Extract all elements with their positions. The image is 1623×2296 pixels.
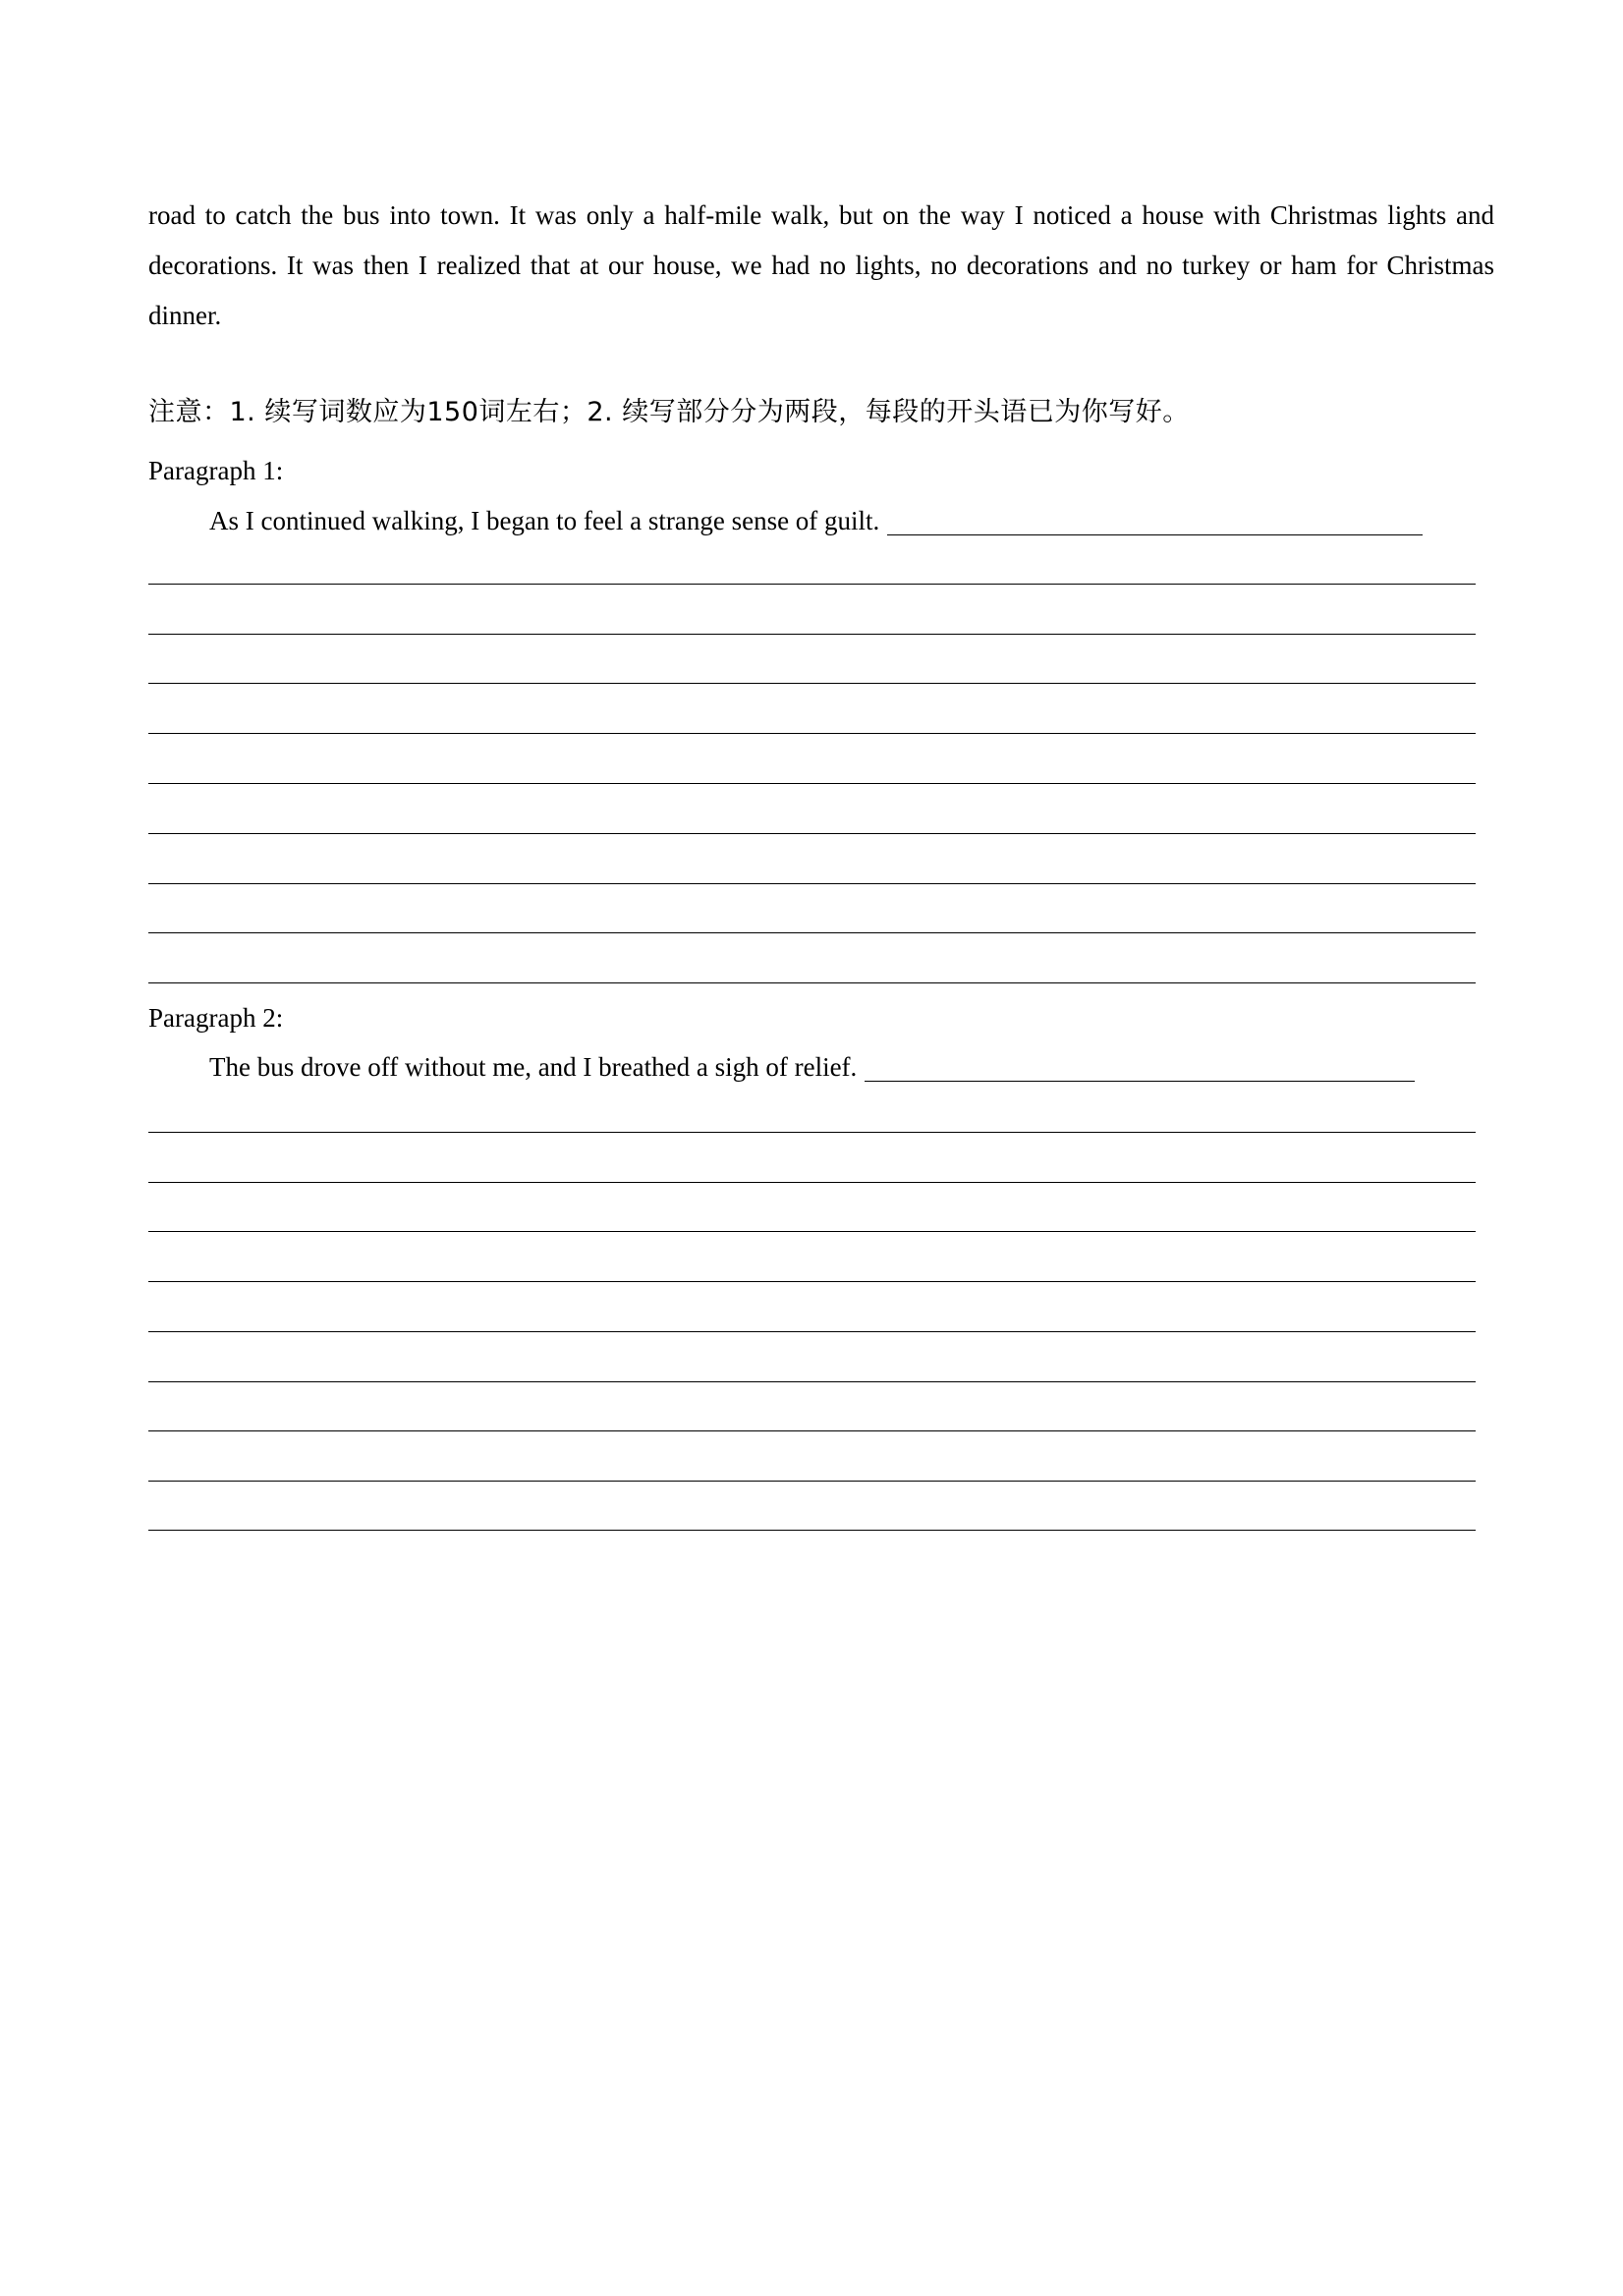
paragraph-1-writing-line[interactable] (148, 584, 1476, 585)
paragraph-1-writing-line[interactable] (148, 982, 1476, 983)
writing-instructions: 注意：1. 续写词数应为150词左右；2. 续写部分分为两段，每段的开头语已为你写好。 (148, 397, 1190, 427)
paragraph-1-answer-blank[interactable] (887, 533, 1423, 535)
paragraph-2-opening-sentence: The bus drove off without me, and I breathed a sigh of relief. (209, 1052, 858, 1082)
paragraph-2-writing-line[interactable] (148, 1381, 1476, 1382)
paragraph-2-opening-line (209, 1047, 1415, 1087)
paragraph-1-label: Paragraph 1: (148, 456, 284, 485)
paragraph-1-writing-line[interactable] (148, 932, 1476, 933)
paragraph-2-answer-blank[interactable] (865, 1080, 1415, 1082)
paragraph-1-opening-sentence: As I continued walking, I began to feel a strange sense of guilt. (209, 506, 880, 535)
paragraph-1-writing-line[interactable] (148, 683, 1476, 684)
paragraph-2-writing-line[interactable] (148, 1481, 1476, 1482)
paragraph-2-writing-line[interactable] (148, 1182, 1476, 1183)
paragraph-2-writing-line[interactable] (148, 1132, 1476, 1133)
paragraph-2-writing-line[interactable] (148, 1430, 1476, 1431)
paragraph-2-writing-line[interactable] (148, 1331, 1476, 1332)
paragraph-2-writing-line[interactable] (148, 1281, 1476, 1282)
paragraph-1-writing-line[interactable] (148, 634, 1476, 635)
paragraph-1-writing-line[interactable] (148, 833, 1476, 834)
paragraph-2-label: Paragraph 2: (148, 1003, 284, 1033)
paragraph-2-writing-line[interactable] (148, 1231, 1476, 1232)
paragraph-1-opening-line (209, 501, 1423, 540)
paragraph-2-writing-line[interactable] (148, 1530, 1476, 1531)
passage-continuation: road to catch the bus into town. It was only a half-mile walk, but on the way I noticed a house with Christmas lights and decorations. It was then I realized that at our house, we had no lights, no decorations and no turkey or ham for Christmas dinner. (148, 200, 1494, 330)
paragraph-1-writing-line[interactable] (148, 883, 1476, 884)
paragraph-1-writing-line[interactable] (148, 783, 1476, 784)
paragraph-1-writing-line[interactable] (148, 733, 1476, 734)
